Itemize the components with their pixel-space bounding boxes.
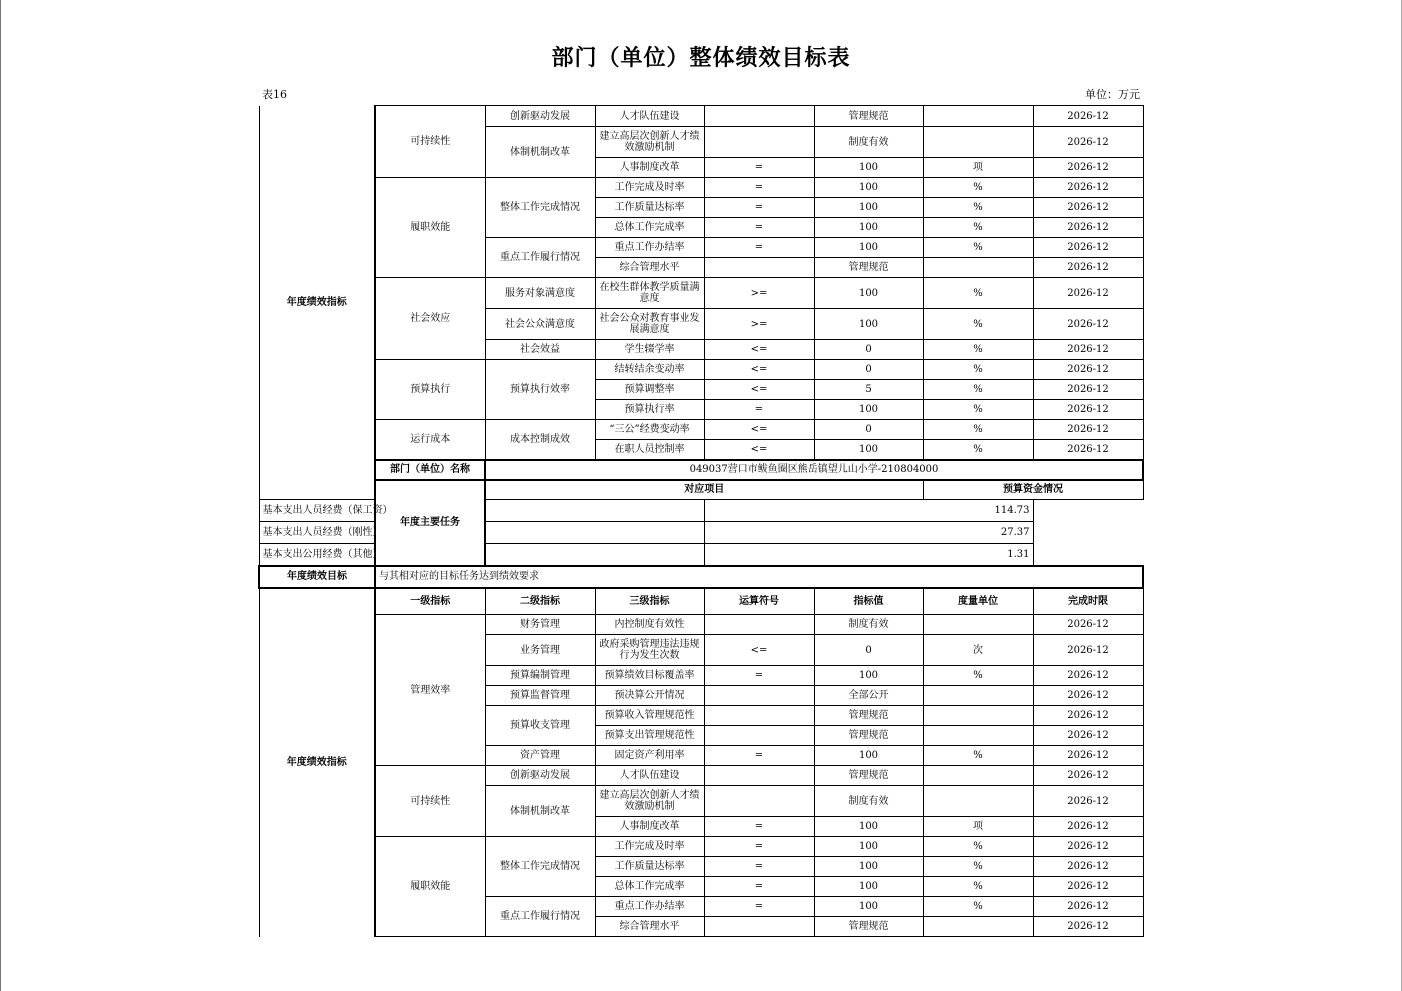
unit-cell: % bbox=[923, 857, 1033, 877]
operator-cell: <= bbox=[704, 360, 814, 380]
level3-cell: 预决算公开情况 bbox=[595, 686, 704, 706]
table-row bbox=[259, 480, 1143, 500]
table-row bbox=[259, 837, 1143, 857]
header-level3: 三级指标 bbox=[595, 588, 704, 615]
level3-cell: 政府采购管理违法违规行为发生次数 bbox=[595, 635, 704, 666]
task-amount: 27.37 bbox=[704, 522, 1033, 544]
value-cell: 制度有效 bbox=[814, 786, 923, 817]
value-cell: 100 bbox=[814, 877, 923, 897]
operator-cell bbox=[704, 127, 814, 158]
unit-cell: % bbox=[923, 309, 1033, 340]
level2-cell: 社会公众满意度 bbox=[485, 309, 595, 340]
unit-cell: 项 bbox=[923, 158, 1033, 178]
value-cell: 100 bbox=[814, 440, 923, 460]
operator-cell: = bbox=[704, 666, 814, 686]
annual-indicators-label: 年度绩效指标 bbox=[259, 106, 375, 500]
level3-cell: 在校生群体教学质量满意度 bbox=[595, 278, 704, 309]
unit-cell bbox=[923, 706, 1033, 726]
value-cell: 管理规范 bbox=[814, 766, 923, 786]
deadline-cell: 2026-12 bbox=[1033, 400, 1143, 420]
level2-cell: 体制机制改革 bbox=[485, 786, 595, 837]
level1-cell: 可持续性 bbox=[375, 766, 485, 837]
table-row bbox=[259, 360, 1143, 380]
value-cell: 0 bbox=[814, 635, 923, 666]
header-deadline: 完成时限 bbox=[1033, 588, 1143, 615]
operator-cell: <= bbox=[704, 440, 814, 460]
deadline-cell: 2026-12 bbox=[1033, 106, 1143, 127]
table-row bbox=[259, 106, 1143, 127]
level3-cell: 预算调整率 bbox=[595, 380, 704, 400]
value-cell: 100 bbox=[814, 278, 923, 309]
unit-cell: % bbox=[923, 178, 1033, 198]
level3-cell: 人事制度改革 bbox=[595, 158, 704, 178]
value-cell: 100 bbox=[814, 198, 923, 218]
value-cell: 100 bbox=[814, 897, 923, 917]
deadline-cell: 2026-12 bbox=[1033, 917, 1143, 937]
dept-name-label: 部门（单位）名称 bbox=[375, 460, 485, 480]
deadline-cell: 2026-12 bbox=[1033, 258, 1143, 278]
value-cell: 0 bbox=[814, 420, 923, 440]
operator-cell: = bbox=[704, 897, 814, 917]
level2-cell: 预算收支管理 bbox=[485, 706, 595, 746]
operator-cell: = bbox=[704, 400, 814, 420]
unit-cell bbox=[923, 615, 1033, 635]
deadline-cell: 2026-12 bbox=[1033, 360, 1143, 380]
operator-cell: = bbox=[704, 198, 814, 218]
operator-cell: <= bbox=[704, 420, 814, 440]
unit-cell bbox=[923, 127, 1033, 158]
deadline-cell: 2026-12 bbox=[1033, 635, 1143, 666]
table-row bbox=[259, 278, 1143, 309]
deadline-cell: 2026-12 bbox=[1033, 726, 1143, 746]
page-left-border bbox=[0, 0, 1, 991]
table-row bbox=[259, 615, 1143, 635]
level2-cell: 预算监督管理 bbox=[485, 686, 595, 706]
unit-cell: % bbox=[923, 400, 1033, 420]
unit-cell: 次 bbox=[923, 635, 1033, 666]
unit-cell: % bbox=[923, 278, 1033, 309]
operator-cell: >= bbox=[704, 309, 814, 340]
operator-cell bbox=[704, 766, 814, 786]
deadline-cell: 2026-12 bbox=[1033, 706, 1143, 726]
level2-cell: 服务对象满意度 bbox=[485, 278, 595, 309]
level2-cell: 预算执行效率 bbox=[485, 360, 595, 420]
level1-cell: 运行成本 bbox=[375, 420, 485, 460]
annual-indicators-label: 年度绩效指标 bbox=[259, 588, 375, 937]
task-budget-header: 预算资金情况 bbox=[923, 480, 1143, 500]
unit-cell bbox=[923, 106, 1033, 127]
annual-goal-text: 与其相对应的目标任务达到绩效要求 bbox=[375, 566, 1143, 588]
unit-cell bbox=[923, 258, 1033, 278]
unit-cell: % bbox=[923, 877, 1033, 897]
level2-cell: 成本控制成效 bbox=[485, 420, 595, 460]
value-cell: 100 bbox=[814, 218, 923, 238]
level3-cell: 在职人员控制率 bbox=[595, 440, 704, 460]
level3-cell: 预算支出管理规范性 bbox=[595, 726, 704, 746]
deadline-cell: 2026-12 bbox=[1033, 746, 1143, 766]
value-cell: 0 bbox=[814, 360, 923, 380]
level1-cell: 预算执行 bbox=[375, 360, 485, 420]
level3-cell: 工作完成及时率 bbox=[595, 178, 704, 198]
deadline-cell: 2026-12 bbox=[1033, 238, 1143, 258]
level2-cell: 社会效益 bbox=[485, 340, 595, 360]
level3-cell: 工作完成及时率 bbox=[595, 837, 704, 857]
unit-label: 单位：万元 bbox=[1085, 88, 1140, 101]
header-level1: 一级指标 bbox=[375, 588, 485, 615]
deadline-cell: 2026-12 bbox=[1033, 666, 1143, 686]
value-cell: 管理规范 bbox=[814, 258, 923, 278]
unit-cell: % bbox=[923, 340, 1033, 360]
level3-cell: 工作质量达标率 bbox=[595, 198, 704, 218]
value-cell: 5 bbox=[814, 380, 923, 400]
level3-cell: 建立高层次创新人才绩效激励机制 bbox=[595, 786, 704, 817]
task-item-header: 对应项目 bbox=[485, 480, 923, 500]
operator-cell bbox=[704, 917, 814, 937]
level2-cell: 预算编制管理 bbox=[485, 666, 595, 686]
level3-cell: 人事制度改革 bbox=[595, 817, 704, 837]
operator-cell: <= bbox=[704, 635, 814, 666]
deadline-cell: 2026-12 bbox=[1033, 420, 1143, 440]
operator-cell: = bbox=[704, 158, 814, 178]
level2-cell: 体制机制改革 bbox=[485, 127, 595, 178]
deadline-cell: 2026-12 bbox=[1033, 766, 1143, 786]
deadline-cell: 2026-12 bbox=[1033, 877, 1143, 897]
level2-cell: 创新驱动发展 bbox=[485, 766, 595, 786]
level2-cell: 重点工作履行情况 bbox=[485, 897, 595, 937]
value-cell: 100 bbox=[814, 309, 923, 340]
level3-cell: 固定资产利用率 bbox=[595, 746, 704, 766]
value-cell: 管理规范 bbox=[814, 726, 923, 746]
value-cell: 管理规范 bbox=[814, 706, 923, 726]
task-amount: 1.31 bbox=[704, 544, 1033, 566]
level2-cell: 创新驱动发展 bbox=[485, 106, 595, 127]
value-cell: 100 bbox=[814, 178, 923, 198]
unit-cell: % bbox=[923, 746, 1033, 766]
table-row bbox=[259, 500, 1143, 522]
operator-cell bbox=[704, 615, 814, 635]
level1-cell: 可持续性 bbox=[375, 106, 485, 178]
value-cell: 100 bbox=[814, 746, 923, 766]
operator-cell bbox=[704, 106, 814, 127]
level3-cell: 学生辍学率 bbox=[595, 340, 704, 360]
deadline-cell: 2026-12 bbox=[1033, 218, 1143, 238]
level3-cell: 综合管理水平 bbox=[595, 917, 704, 937]
level2-cell: 整体工作完成情况 bbox=[485, 178, 595, 238]
header-value: 指标值 bbox=[814, 588, 923, 615]
unit-cell: % bbox=[923, 238, 1033, 258]
value-cell: 100 bbox=[814, 666, 923, 686]
unit-cell: % bbox=[923, 198, 1033, 218]
operator-cell: = bbox=[704, 178, 814, 198]
value-cell: 制度有效 bbox=[814, 127, 923, 158]
unit-cell: % bbox=[923, 897, 1033, 917]
level3-cell: 结转结余变动率 bbox=[595, 360, 704, 380]
deadline-cell: 2026-12 bbox=[1033, 857, 1143, 877]
level3-cell: 工作质量达标率 bbox=[595, 857, 704, 877]
table-row bbox=[259, 178, 1143, 198]
level3-cell: 预算绩效目标覆盖率 bbox=[595, 666, 704, 686]
operator-cell: <= bbox=[704, 380, 814, 400]
table-row bbox=[259, 522, 1143, 544]
unit-cell: % bbox=[923, 420, 1033, 440]
deadline-cell: 2026-12 bbox=[1033, 309, 1143, 340]
level3-cell: 社会公众对教育事业发展满意度 bbox=[595, 309, 704, 340]
value-cell: 制度有效 bbox=[814, 615, 923, 635]
operator-cell bbox=[704, 258, 814, 278]
level3-cell: 综合管理水平 bbox=[595, 258, 704, 278]
level2-cell: 业务管理 bbox=[485, 635, 595, 666]
operator-cell: >= bbox=[704, 278, 814, 309]
header-unit: 度量单位 bbox=[923, 588, 1033, 615]
unit-cell: % bbox=[923, 837, 1033, 857]
table-number: 表16 bbox=[262, 88, 287, 101]
value-cell: 100 bbox=[814, 158, 923, 178]
unit-cell bbox=[923, 786, 1033, 817]
level3-cell: 重点工作办结率 bbox=[595, 897, 704, 917]
operator-cell bbox=[704, 706, 814, 726]
level2-cell: 资产管理 bbox=[485, 746, 595, 766]
level3-cell: 建立高层次创新人才绩效激励机制 bbox=[595, 127, 704, 158]
value-cell: 管理规范 bbox=[814, 917, 923, 937]
operator-cell: = bbox=[704, 218, 814, 238]
level3-cell: 总体工作完成率 bbox=[595, 218, 704, 238]
level3-cell: 预算执行率 bbox=[595, 400, 704, 420]
unit-cell bbox=[923, 917, 1033, 937]
table-row bbox=[259, 766, 1143, 786]
table-row bbox=[259, 544, 1143, 566]
operator-cell bbox=[704, 726, 814, 746]
operator-cell: = bbox=[704, 877, 814, 897]
operator-cell: = bbox=[704, 857, 814, 877]
deadline-cell: 2026-12 bbox=[1033, 817, 1143, 837]
unit-cell: % bbox=[923, 380, 1033, 400]
unit-cell: % bbox=[923, 440, 1033, 460]
unit-cell bbox=[923, 766, 1033, 786]
task-item: 基本支出公用经费（其他） bbox=[259, 544, 704, 566]
header-level2: 二级指标 bbox=[485, 588, 595, 615]
deadline-cell: 2026-12 bbox=[1033, 440, 1143, 460]
operator-cell: = bbox=[704, 746, 814, 766]
deadline-cell: 2026-12 bbox=[1033, 127, 1143, 158]
deadline-cell: 2026-12 bbox=[1033, 198, 1143, 218]
value-cell: 0 bbox=[814, 340, 923, 360]
operator-cell: = bbox=[704, 238, 814, 258]
operator-cell: = bbox=[704, 817, 814, 837]
table-row bbox=[259, 460, 1143, 480]
level1-cell: 履职效能 bbox=[375, 178, 485, 278]
deadline-cell: 2026-12 bbox=[1033, 686, 1143, 706]
annual-goal-label: 年度绩效目标 bbox=[259, 566, 375, 588]
unit-cell: % bbox=[923, 360, 1033, 380]
deadline-cell: 2026-12 bbox=[1033, 897, 1143, 917]
level3-cell: 重点工作办结率 bbox=[595, 238, 704, 258]
level2-cell: 整体工作完成情况 bbox=[485, 837, 595, 897]
deadline-cell: 2026-12 bbox=[1033, 340, 1143, 360]
level2-cell: 重点工作履行情况 bbox=[485, 238, 595, 278]
task-item: 基本支出人员经费（刚性） bbox=[259, 522, 704, 544]
annual-tasks-label: 年度主要任务 bbox=[375, 480, 485, 566]
deadline-cell: 2026-12 bbox=[1033, 380, 1143, 400]
value-cell: 100 bbox=[814, 857, 923, 877]
table-row bbox=[259, 588, 1143, 615]
level3-cell: 内控制度有效性 bbox=[595, 615, 704, 635]
value-cell: 100 bbox=[814, 238, 923, 258]
value-cell: 全部公开 bbox=[814, 686, 923, 706]
level1-cell: 社会效应 bbox=[375, 278, 485, 360]
operator-cell bbox=[704, 686, 814, 706]
level3-cell: 预算收入管理规范性 bbox=[595, 706, 704, 726]
unit-cell bbox=[923, 726, 1033, 746]
deadline-cell: 2026-12 bbox=[1033, 158, 1143, 178]
level2-cell: 财务管理 bbox=[485, 615, 595, 635]
table-row bbox=[259, 420, 1143, 440]
table-row bbox=[259, 566, 1143, 588]
value-cell: 100 bbox=[814, 837, 923, 857]
level3-cell: 人才队伍建设 bbox=[595, 106, 704, 127]
deadline-cell: 2026-12 bbox=[1033, 178, 1143, 198]
task-item: 基本支出人员经费（保工资） bbox=[259, 500, 704, 522]
level3-cell: “三公”经费变动率 bbox=[595, 420, 704, 440]
value-cell: 管理规范 bbox=[814, 106, 923, 127]
unit-cell: % bbox=[923, 218, 1033, 238]
unit-cell: 项 bbox=[923, 817, 1033, 837]
level1-cell: 管理效率 bbox=[375, 615, 485, 766]
operator-cell: <= bbox=[704, 340, 814, 360]
level3-cell: 总体工作完成率 bbox=[595, 877, 704, 897]
operator-cell bbox=[704, 786, 814, 817]
deadline-cell: 2026-12 bbox=[1033, 837, 1143, 857]
page-title: 部门（单位）整体绩效目标表 bbox=[551, 46, 851, 71]
unit-cell: % bbox=[923, 666, 1033, 686]
deadline-cell: 2026-12 bbox=[1033, 786, 1143, 817]
value-cell: 100 bbox=[814, 817, 923, 837]
performance-table bbox=[258, 105, 1144, 937]
deadline-cell: 2026-12 bbox=[1033, 615, 1143, 635]
value-cell: 100 bbox=[814, 400, 923, 420]
operator-cell: = bbox=[704, 837, 814, 857]
unit-cell bbox=[923, 686, 1033, 706]
header-operator: 运算符号 bbox=[704, 588, 814, 615]
task-amount: 114.73 bbox=[704, 500, 1033, 522]
level1-cell: 履职效能 bbox=[375, 837, 485, 937]
dept-name-value: 049037营口市鲅鱼圈区熊岳镇望儿山小学-210804000 bbox=[485, 460, 1143, 480]
deadline-cell: 2026-12 bbox=[1033, 278, 1143, 309]
level3-cell: 人才队伍建设 bbox=[595, 766, 704, 786]
